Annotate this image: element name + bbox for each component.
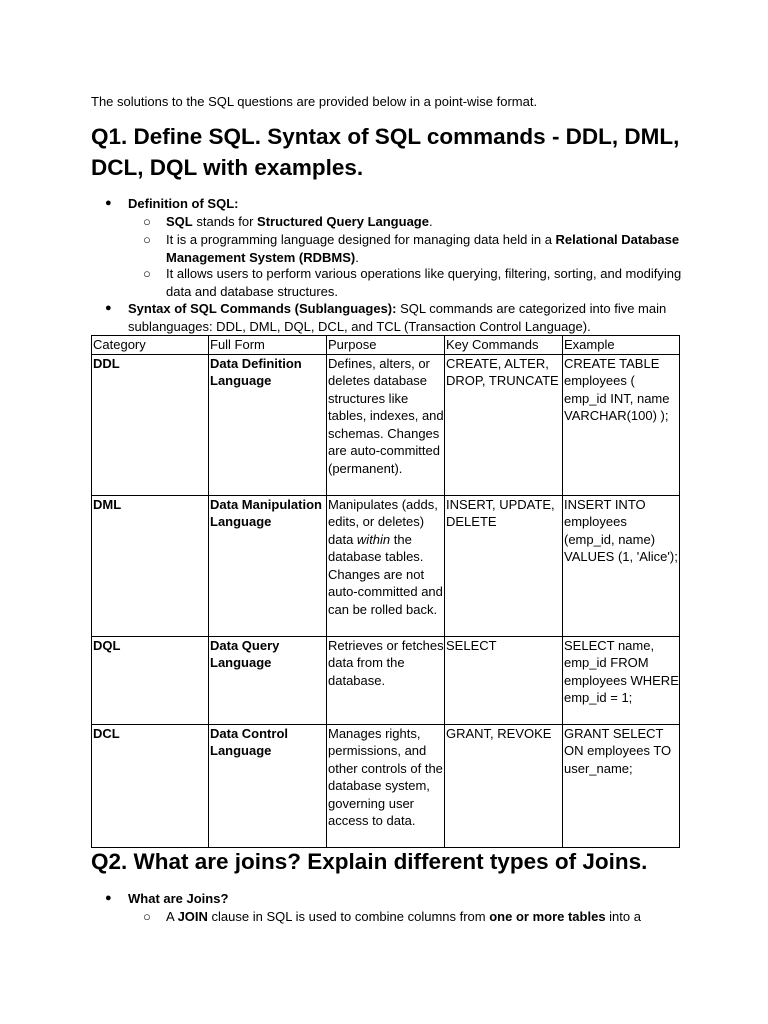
italic-text-run: within bbox=[356, 531, 391, 547]
text-run: Manages rights, permissions, and other controls of the database system, governing user access to data. bbox=[328, 725, 443, 828]
example-cell: SELECT name, emp_id FROM employees WHERE emp_id = 1; bbox=[563, 636, 680, 724]
sql-commands-table bbox=[91, 335, 680, 848]
hollow-bullet-icon: ○ bbox=[143, 266, 151, 281]
text-run: clause in SQL is used to combine columns from bbox=[207, 909, 490, 924]
purpose-cell bbox=[327, 495, 445, 636]
full-form-cell: Data Definition Language bbox=[209, 354, 327, 495]
def-item-2 bbox=[166, 231, 683, 266]
full-form-cell: Data Manipulation Language bbox=[209, 495, 327, 636]
full-form-cell: Data Query Language bbox=[209, 636, 327, 724]
list-item-joins bbox=[105, 890, 685, 908]
text-run: . bbox=[428, 214, 433, 229]
bullet-icon: ● bbox=[105, 892, 112, 904]
list-item-syntax bbox=[105, 300, 685, 336]
sub-list-item bbox=[143, 213, 683, 231]
joins-heading: What are Joins? bbox=[128, 891, 229, 906]
full-form-cell: Data Control Language bbox=[209, 724, 327, 847]
q1-heading: Q1. Define SQL. Syntax of SQL commands - DDL, DML, DCL, DQL with examples. bbox=[91, 124, 680, 180]
syntax-text: SQL commands are categorized into five main sublanguages: DDL, DML, DQL, DCL, and TCL (Transaction Control Language). bbox=[128, 301, 667, 334]
bold-text-run: SQL bbox=[166, 214, 193, 229]
text-run: Manipulates (adds, edits, or deletes) data bbox=[328, 496, 438, 547]
commands-cell: GRANT, REVOKE bbox=[445, 724, 563, 847]
q2-heading: Q2. What are joins? Explain different types of Joins. bbox=[91, 849, 648, 874]
table-header-row bbox=[92, 336, 680, 355]
sub-list-item bbox=[143, 908, 683, 926]
purpose-cell bbox=[327, 354, 445, 495]
sub-list-item bbox=[143, 265, 683, 301]
sub-list-item bbox=[143, 231, 683, 267]
text-run: A bbox=[166, 909, 178, 924]
text-run: stands for bbox=[192, 214, 258, 229]
category-cell: DML bbox=[92, 495, 209, 636]
bold-text-run: Relational Database Management System (RDBMS) bbox=[166, 232, 680, 265]
text-run: Defines, alters, or deletes database structures like tables, indexes, and schemas. Changes are auto-committed (permanent). bbox=[328, 355, 444, 476]
text-run: into a bbox=[605, 909, 641, 924]
bullet-icon: ● bbox=[105, 197, 112, 209]
list-item-definition bbox=[105, 195, 685, 213]
bold-text-run: JOIN bbox=[177, 909, 208, 924]
header-cell: Purpose bbox=[327, 336, 445, 355]
category-cell: DDL bbox=[92, 354, 209, 495]
syntax-heading: Syntax of SQL Commands (Sublanguages): bbox=[128, 301, 397, 316]
commands-cell: SELECT bbox=[445, 636, 563, 724]
table-row bbox=[92, 724, 680, 847]
text-run: the database tables. Changes are not auto-committed and can be rolled back. bbox=[328, 531, 443, 617]
intro-text: The solutions to the SQL questions are provided below in a point-wise format. bbox=[91, 94, 538, 109]
category-cell: DCL bbox=[92, 724, 209, 847]
text-run: It is a programming language designed for managing data held in a bbox=[166, 232, 556, 247]
table-row bbox=[92, 354, 680, 495]
table-row bbox=[92, 636, 680, 724]
header-cell: Category bbox=[92, 336, 209, 355]
hollow-bullet-icon: ○ bbox=[143, 232, 151, 247]
hollow-bullet-icon: ○ bbox=[143, 214, 151, 229]
example-cell: CREATE TABLE employees ( emp_id INT, name VARCHAR(100) ); bbox=[563, 354, 680, 495]
definition-heading: Definition of SQL: bbox=[128, 196, 239, 211]
hollow-bullet-icon: ○ bbox=[143, 909, 151, 924]
header-cell: Example bbox=[563, 336, 680, 355]
bold-text-run: Structured Query Language bbox=[257, 214, 429, 229]
example-cell: INSERT INTO employees (emp_id, name) VALUES (1, 'Alice'); bbox=[563, 495, 680, 636]
category-cell: DQL bbox=[92, 636, 209, 724]
syntax-paragraph bbox=[128, 300, 685, 335]
example-cell: GRANT SELECT ON employees TO user_name; bbox=[563, 724, 680, 847]
header-cell: Key Commands bbox=[445, 336, 563, 355]
text-run: It allows users to perform various operations like querying, filtering, sorting, and modifying data and database structures. bbox=[166, 266, 682, 299]
header-cell: Full Form bbox=[209, 336, 327, 355]
purpose-cell bbox=[327, 724, 445, 847]
joins-definition bbox=[166, 908, 683, 926]
text-run: . bbox=[355, 249, 359, 265]
bold-text-run: one or more tables bbox=[489, 909, 606, 924]
def-item-1 bbox=[166, 213, 683, 231]
def-item-3 bbox=[166, 265, 683, 300]
commands-cell: INSERT, UPDATE, DELETE bbox=[445, 495, 563, 636]
purpose-cell bbox=[327, 636, 445, 724]
commands-cell: CREATE, ALTER, DROP, TRUNCATE bbox=[445, 354, 563, 495]
bullet-icon: ● bbox=[105, 302, 112, 314]
text-run: Retrieves or fetches data from the database. bbox=[328, 637, 444, 688]
table-row bbox=[92, 495, 680, 636]
